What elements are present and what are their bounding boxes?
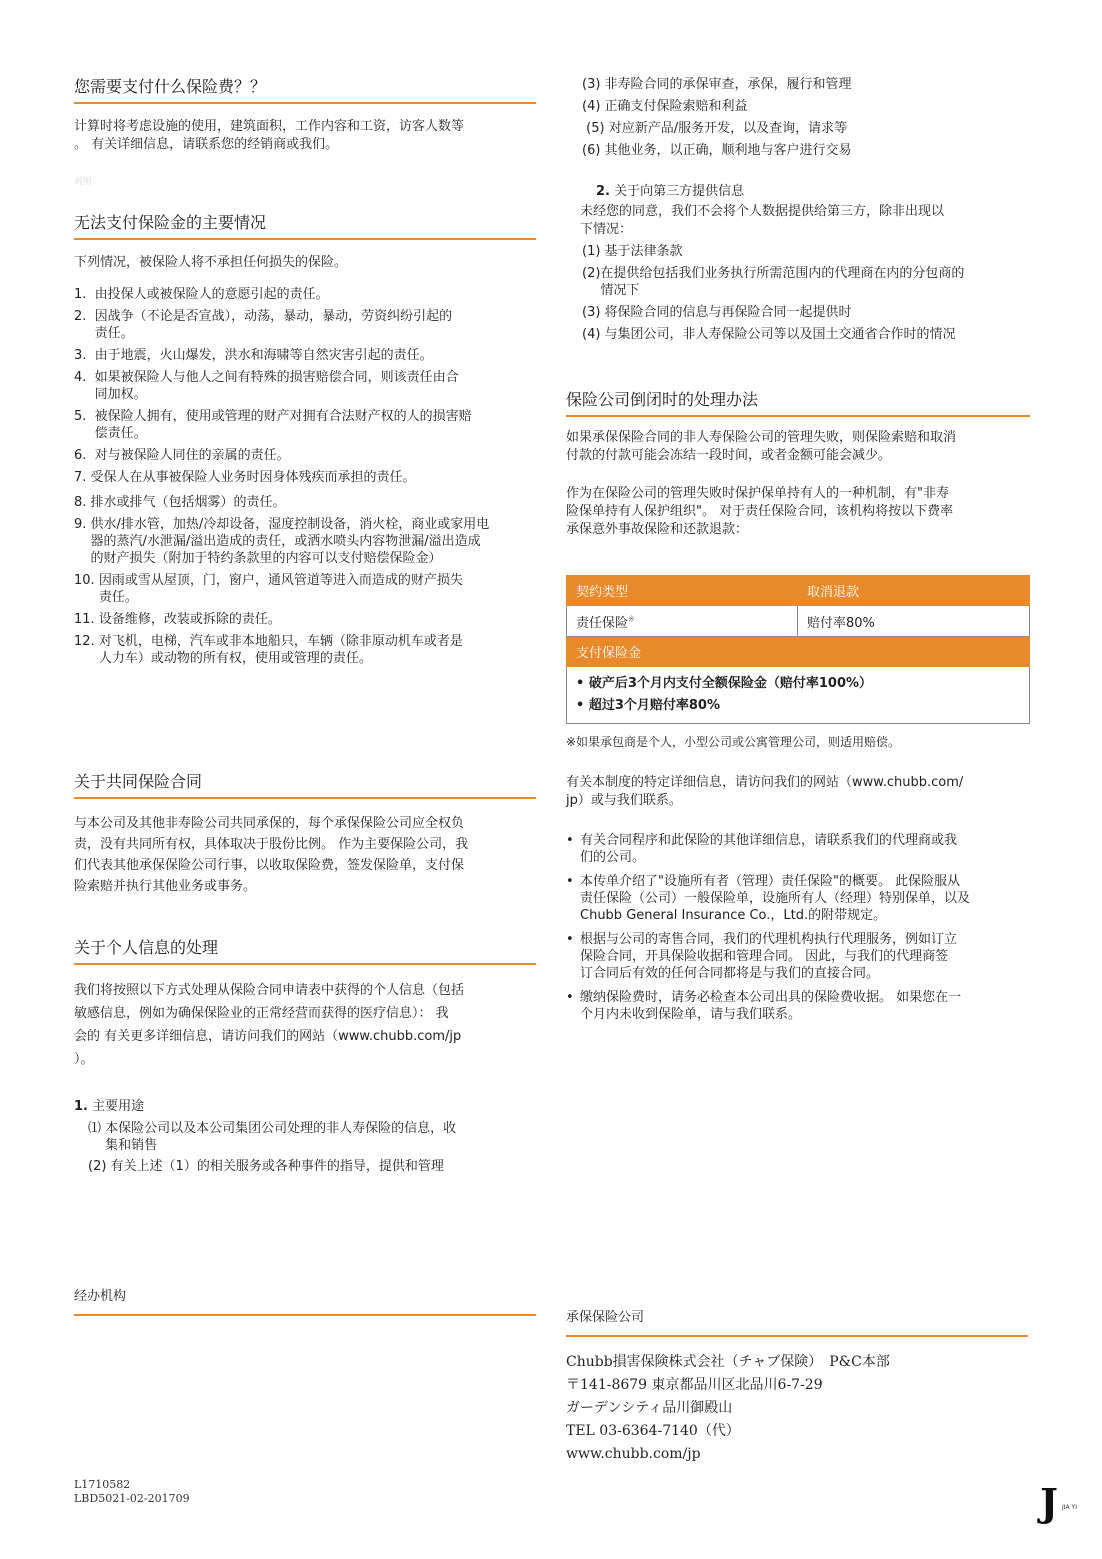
insurer-phone: TEL 03-6364-7140（代） <box>566 1423 740 1439</box>
coinsurance-body: 与本公司及其他非寿险公司共同承保的，每个承保保险公司应全权负 责，没有共同所有权，具体取决于股份比例。 作为主要保险公司，我 们代表其他承保保险公司行事，以收取保险费，签发保险单，支付保 险索赔并执行其他业务或事务。 <box>74 816 469 894</box>
list-item: • 缴纳保险费时，请务必检查本公司出具的保险费收据。 如果您在一 个月内未收到保险单，请与我们联系。 <box>566 990 962 1022</box>
premium-title: 您需要支付什么保险费？？ <box>74 76 536 104</box>
premium-body: 计算时将考虑设施的使用，建筑面积，工作内容和工资，访客人数等 。 有关详细信息，请联系您的经销商或我们。 <box>74 119 465 152</box>
insurer-building: ガーデンシティ品川御殿山 <box>566 1400 733 1416</box>
agency-label: 经办机构 <box>74 1287 536 1316</box>
list-item: (3) 将保险合同的信息与再保险合同一起提供时 <box>582 305 852 320</box>
list-item: ⑴ 本保险公司以及本公司集团公司处理的非人寿保险的信息，收 集和销售 <box>88 1121 457 1153</box>
list-item: (3) 非寿险合同的承保审查，承保，履行和管理 <box>582 77 852 92</box>
exclusions-title: 无法支付保险金的主要情况 <box>74 212 536 240</box>
payout-line: • 破产后3个月内支付全额保险金（赔付率100%） <box>576 676 873 691</box>
privacy-title: 关于个人信息的处理 <box>74 937 536 965</box>
list-item: 4. 如果被保险人与他人之间有特殊的损害赔偿合同，则该责任由合 同加权。 <box>74 370 459 402</box>
logo-text: JIA YI <box>1062 1504 1077 1511</box>
protection-rate-table <box>566 575 1030 724</box>
cell-rate: 赔付率80% <box>798 606 1030 637</box>
primary-use-list <box>74 1120 536 1175</box>
list-item: 11. 设备维修，改装或拆除的责任。 <box>74 612 281 627</box>
list-item: (4) 正确支付保险索赔和利益 <box>582 99 748 114</box>
primary-use-list-continued <box>566 76 1030 159</box>
exclusions-list <box>74 286 536 667</box>
insurer-block <box>566 1308 1028 1466</box>
payout-line: • 超过3个月赔付率80% <box>576 698 720 713</box>
table-payout-header-row <box>567 637 1030 667</box>
list-item: (2) 在提供给包括我们业务执行所需范围内的代理商在内的分包商的 情况下 <box>582 266 965 298</box>
list-item: 10. 因雨或雪从屋顶，门，窗户，通风管道等进入而造成的财产损失 责任。 <box>74 573 463 605</box>
logo-letter: J <box>1040 1480 1058 1525</box>
list-item: (1) 基于法律条款 <box>582 244 683 259</box>
list-item: (4) 与集团公司，非人寿保险公司等以及国土交通省合作时的情况 <box>582 327 956 342</box>
cell-contract-type: 责任保险※ <box>567 606 798 637</box>
cell-payout-terms <box>567 667 1030 724</box>
third-party-heading: 2. 关于向第三方提供信息 <box>596 184 745 199</box>
privacy-body: 我们将按照以下方式处理从保险合同申请表中获得的个人信息（包括 敏感信息，例如为确保保险业的正常经营而获得的医疗信息）： 我 会的 有关更多详细信息，请访问我们的网站（www.chubb.com/jp ）。 <box>74 983 465 1067</box>
right-column <box>566 76 1030 1023</box>
list-item: (2) 有关上述（1）的相关服务或各种事件的指导，提供和管理 <box>88 1159 444 1174</box>
third-party-intro: 未经您的同意，我们不会将个人数据提供给第三方，除非出现以 下情况： <box>580 204 945 237</box>
list-item: 2. 因战争（不论是否宣战），动荡，暴动，暴动，劳资纠纷引起的 责任。 <box>74 309 453 341</box>
insurer-name: Chubb損害保険株式会社（チャブ保険） P&C本部 <box>566 1354 890 1370</box>
list-item: • 本传单介绍了"设施所有者（管理）责任保险"的概要。 此保险服从 责任保险（公司）一般保险单，设施所有人（经理）特别保单，以及 Chubb General Insurance Co.，Ltd.的附带规定。 <box>566 874 971 923</box>
table-row <box>567 606 1030 637</box>
list-item: (5) 对应新产品/服务开发，以及查询，请求等 <box>582 121 848 136</box>
exclusions-intro: 下列情况，被保险人将不承担任何损失的保险。 <box>74 255 348 270</box>
third-party-list <box>566 243 1030 343</box>
insurer-website: www.chubb.com/jp <box>566 1446 701 1462</box>
insurer-address: 〒141-8679 東京都品川区北品川6-7-29 <box>566 1377 823 1393</box>
bankruptcy-body-2: 作为在保险公司的管理失败时保护保单持有人的一种机制，有"非寿 险保单持有人保护组织"。 对于责任保险合同，该机构将按以下费率 承保意外事故保险和还款退款： <box>566 486 954 537</box>
bankruptcy-body-1: 如果承保保险合同的非人寿保险公司的管理失败，则保险索赔和取消 付款的付款可能会冻结一段时间，或者金额可能会减少。 <box>566 430 957 463</box>
header-payout: 支付保险金 <box>567 637 1030 667</box>
faint-mark: 说明 <box>74 177 93 187</box>
website-info: 有关本制度的特定详细信息，请访问我们的网站（www.chubb.com/ jp）或与我们联系。 <box>566 775 964 808</box>
list-item: 6. 对与被保险人同住的亲属的责任。 <box>74 448 290 463</box>
jiayi-logo <box>1040 1480 1080 1530</box>
list-item: • 有关合同程序和此保险的其他详细信息，请联系我们的代理商或我 们的公司。 <box>566 833 958 865</box>
list-item: 7. 受保人在从事被保险人业务时因身体残疾而承担的责任。 <box>74 470 416 485</box>
list-item: 9. 供水/排水管，加热/冷却设备，湿度控制设备，消火栓，商业或家用电 器的蒸汽/水泄漏/溢出造成的责任，或洒水喷头内容物泄漏/溢出造成 的财产损失（附加于特约条款里的内容可以支付赔偿保险金） <box>74 517 490 566</box>
notes-list <box>566 832 1030 1023</box>
header-contract-type: 契约类型 <box>567 576 798 606</box>
insurer-details <box>566 1351 1028 1466</box>
header-cancel-refund: 取消退款 <box>798 576 1030 606</box>
primary-use-heading: 1. 主要用途 <box>74 1099 145 1114</box>
bankruptcy-title: 保险公司倒闭时的处理办法 <box>566 389 1030 417</box>
coinsurance-title: 关于共同保险合同 <box>74 771 536 799</box>
insurer-label: 承保保险公司 <box>566 1308 1028 1337</box>
list-item: • 根据与公司的寄售合同，我们的代理机构执行代理服务，例如订立 保险合同，开具保险收据和管理合同。 因此，与我们的代理商签 订合同后有效的任何合同都将是与我们的直接合同。 <box>566 932 958 981</box>
table-footnote: ※如果承包商是个人，小型公司或公寓管理公司，则适用赔偿。 <box>566 735 901 749</box>
list-item: (6) 其他业务，以正确，顺利地与客户进行交易 <box>582 143 852 158</box>
table-row <box>567 667 1030 724</box>
list-item: 1. 由投保人或被保险人的意愿引起的责任。 <box>74 287 329 302</box>
doc-code: L1710582 <box>74 1478 131 1491</box>
list-item: 8. 排水或排气（包括烟雾）的责任。 <box>74 495 286 510</box>
list-item: 5. 被保险人拥有，使用或管理的财产对拥有合法财产权的人的损害赔 偿责任。 <box>74 409 472 441</box>
list-item: 12. 对飞机，电梯，汽车或非本地船只，车辆（除非原动机车或者是 人力车）或动物的所有权，使用或管理的责任。 <box>74 634 463 666</box>
doc-code: LBD5021-02-201709 <box>74 1492 190 1505</box>
document-codes <box>74 1478 190 1506</box>
left-column <box>74 76 536 1316</box>
list-item: 3. 由于地震，火山爆发，洪水和海啸等自然灾害引起的责任。 <box>74 348 433 363</box>
table-header-row <box>567 576 1030 606</box>
